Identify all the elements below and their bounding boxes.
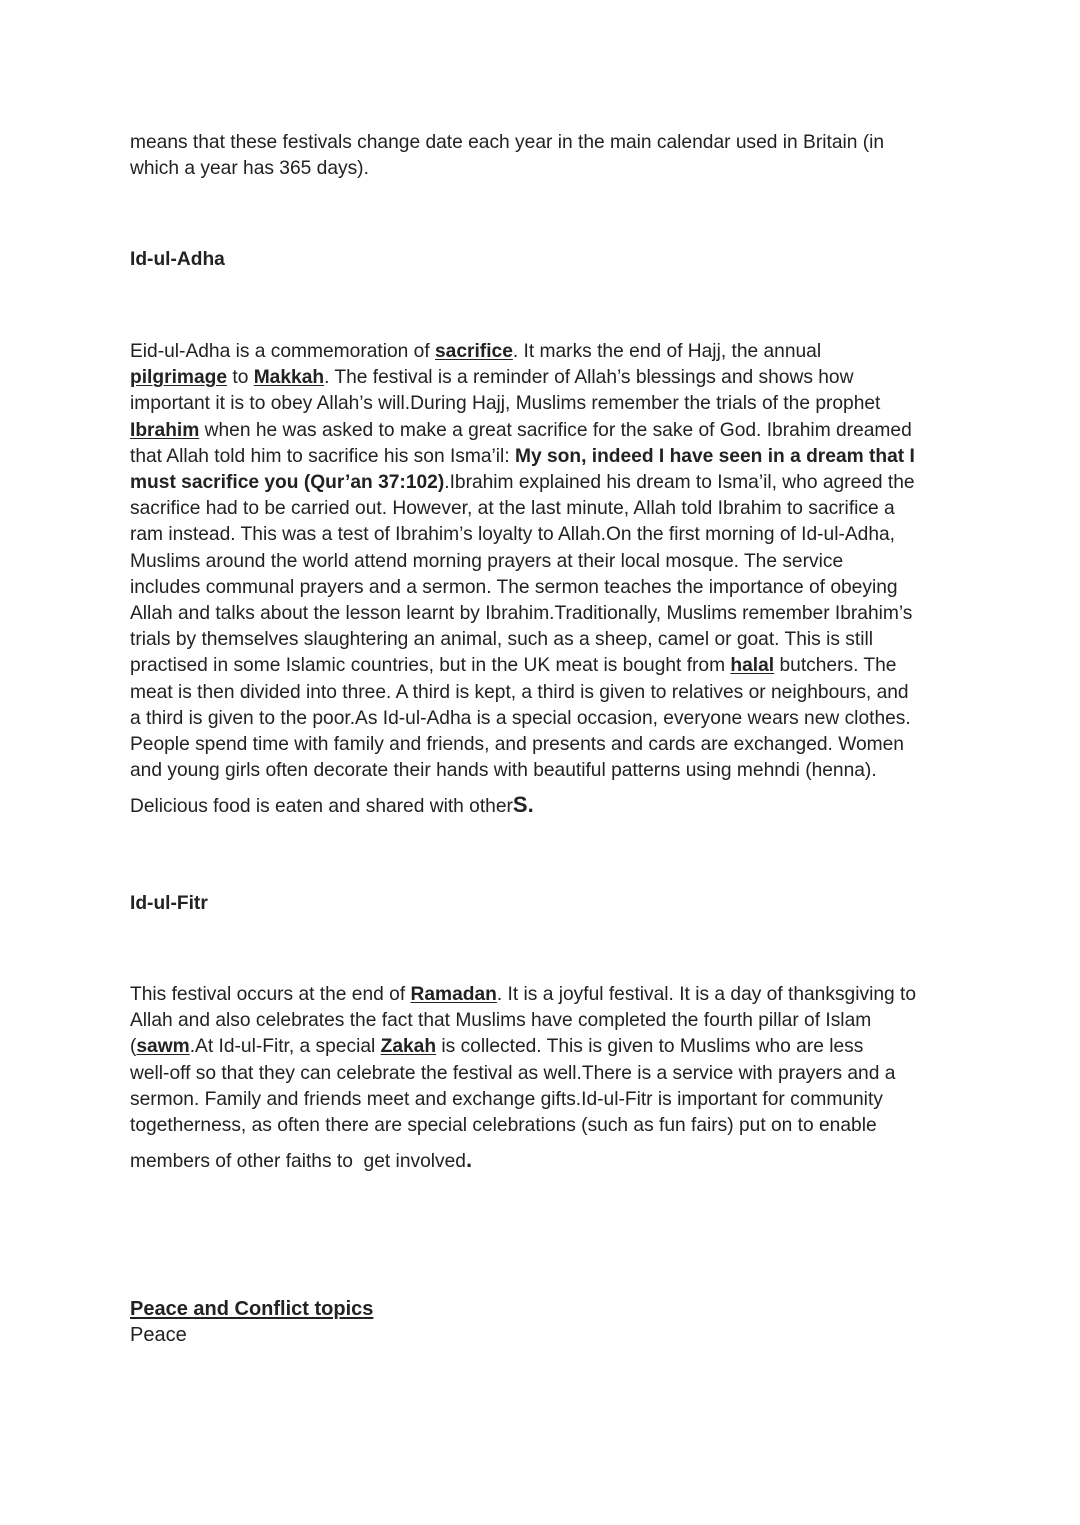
subheading-peace: Peace bbox=[130, 1324, 187, 1347]
text-line: Delicious food is eaten and shared with otherS. bbox=[130, 792, 534, 818]
text-line: sacrifice had to be carried out. However, at the last minute, Allah told Ibrahim to sacrifice a bbox=[130, 498, 895, 520]
text-line: This festival occurs at the end of Ramadan. It is a joyful festival. It is a day of thanksgiving to bbox=[130, 984, 917, 1005]
text-line: practised in some Islamic countries, but in the UK meat is bought from halal butchers. The bbox=[130, 655, 897, 677]
key-term-ibrahim: Ibrahim bbox=[130, 419, 200, 441]
section-heading-id-ul-adha: Id-ul-Adha bbox=[130, 249, 225, 270]
key-term-ramadan: Ramadan bbox=[410, 984, 497, 1005]
text-line: members of other faiths to get involved. bbox=[130, 1147, 473, 1173]
text-line: a third is given to the poor.As Id-ul-Adha is a special occasion, everyone wears new clothes. bbox=[130, 707, 911, 729]
peace-section bbox=[130, 1296, 960, 1348]
key-term-halal: halal bbox=[730, 655, 775, 677]
text-line: People spend time with family and friends, and presents and cards are exchanged. Women bbox=[130, 734, 904, 756]
text-line: Allah and talks about the lesson learnt by Ibrahim.Traditionally, Muslims remember Ibrahim’s bbox=[130, 603, 913, 625]
text-line: well-off so that they can celebrate the festival as well.There is a service with prayers and a bbox=[130, 1062, 896, 1084]
text-line: which a year has 365 days). bbox=[130, 158, 369, 180]
text-line: trials by themselves slaughtering an animal, such as a sheep, camel or goat. This is still bbox=[130, 629, 873, 651]
key-term-sawm: sawm bbox=[136, 1036, 190, 1058]
text-line: pilgrimage to Makkah. The festival is a reminder of Allah’s blessings and shows how bbox=[130, 367, 854, 389]
id-ul-adha-paragraph bbox=[130, 339, 960, 821]
key-term-pilgrimage: pilgrimage bbox=[130, 367, 228, 389]
text-line: must sacrifice you (Qur’an 37:102).Ibrahim explained his dream to Isma’il, who agreed the bbox=[130, 472, 915, 494]
text-line: meat is then divided into three. A third is kept, a third is given to relatives or neighbours, and bbox=[130, 681, 909, 703]
text-line: Muslims around the world attend morning prayers at their local mosque. The service bbox=[130, 550, 844, 572]
text-line: and young girls often decorate their hands with beautiful patterns using mehndi (henna). bbox=[130, 760, 877, 782]
text-line: includes communal prayers and a sermon. The sermon teaches the importance of obeying bbox=[130, 576, 898, 598]
text-line: that Allah told him to sacrifice his son Isma’il: My son, indeed I have seen in a dream that I bbox=[130, 445, 915, 467]
key-term-sacrifice: sacrifice bbox=[435, 341, 513, 362]
text-line: important it is to obey Allah’s will.During Hajj, Muslims remember the trials of the prophet bbox=[130, 393, 881, 415]
text-line: means that these festivals change date each year in the main calendar used in Britain (in bbox=[130, 132, 885, 153]
quran-quote: must sacrifice you (Qur’an 37:102) bbox=[130, 472, 445, 494]
id-ul-fitr-paragraph bbox=[130, 982, 960, 1175]
key-term-zakah: Zakah bbox=[380, 1036, 437, 1058]
text-line: ram instead. This was a test of Ibrahim’s loyalty to Allah.On the first morning of Id-ul-Adha, bbox=[130, 524, 896, 546]
section-heading-id-ul-fitr: Id-ul-Fitr bbox=[130, 893, 208, 914]
intro-paragraph bbox=[130, 130, 960, 182]
text-line: Eid-ul-Adha is a commemoration of sacrifice. It marks the end of Hajj, the annual bbox=[130, 341, 822, 362]
text-line: togetherness, as often there are special celebrations (such as fun fairs) put on to enable bbox=[130, 1115, 877, 1137]
text-line: sermon. Family and friends meet and exchange gifts.Id-ul-Fitr is important for community bbox=[130, 1088, 883, 1110]
text-line: (sawm.At Id-ul-Fitr, a special Zakah is collected. This is given to Muslims who are less bbox=[130, 1036, 864, 1058]
key-term-makkah: Makkah bbox=[253, 367, 325, 389]
text-line: Allah and also celebrates the fact that Muslims have completed the fourth pillar of Islam bbox=[130, 1010, 872, 1032]
quran-quote: My son, indeed I have seen in a dream that I bbox=[514, 445, 915, 467]
text-line: Ibrahim when he was asked to make a great sacrifice for the sake of God. Ibrahim dreamed bbox=[130, 419, 912, 441]
section-heading-peace-and-conflict: Peace and Conflict topics bbox=[130, 1298, 374, 1320]
